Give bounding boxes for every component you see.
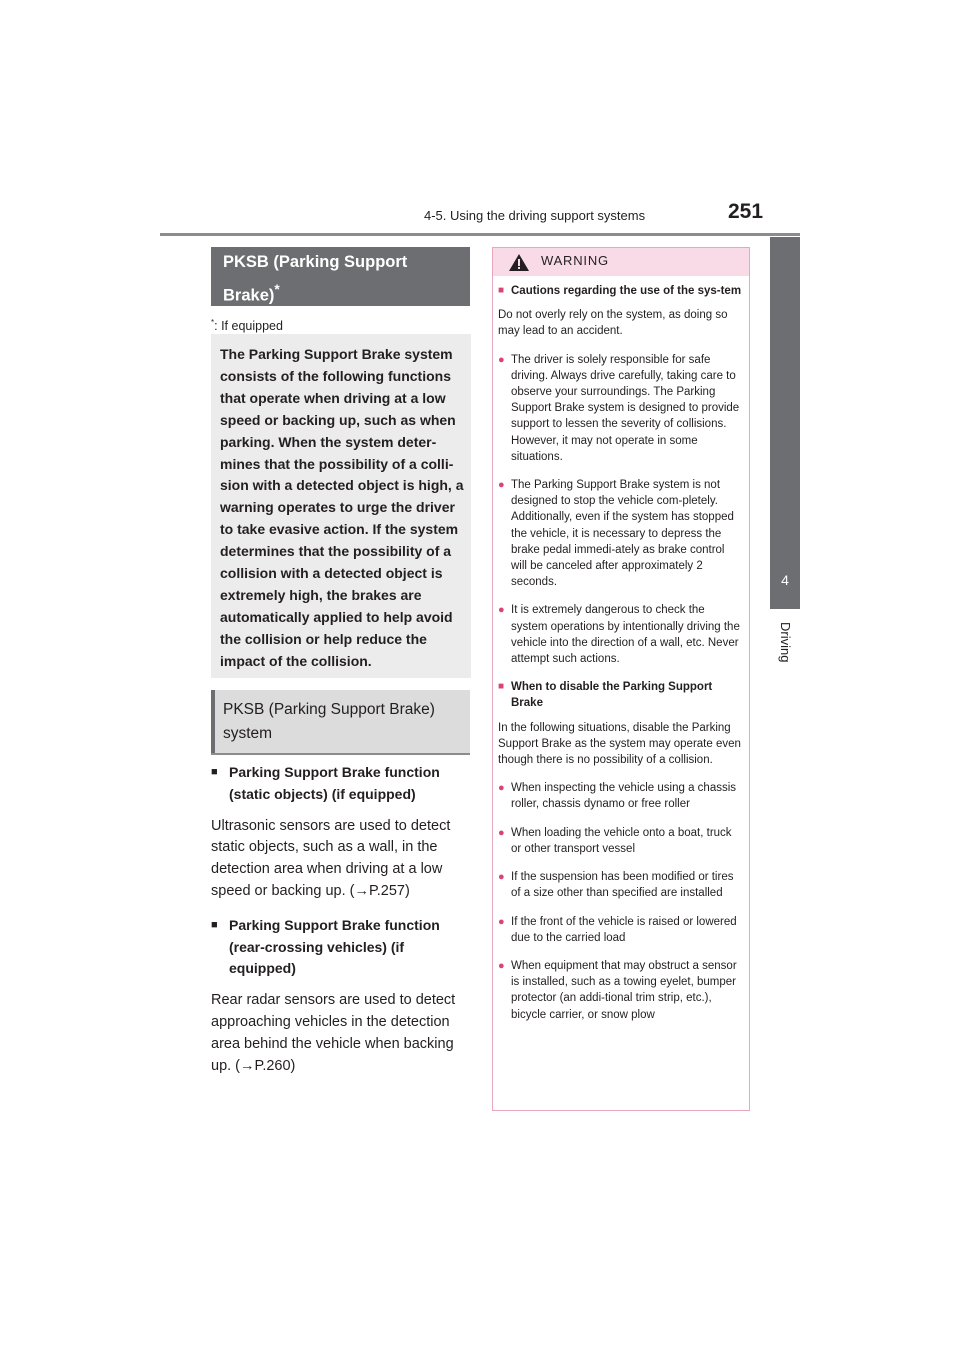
warning-bullet (498, 602, 743, 667)
warning-bullet-text: It is extremely dangerous to check the system operations by intentionally driving the vehicle into the direction of a wall, etc. Never attempt such actions. (511, 604, 740, 666)
pksb-title (223, 249, 463, 310)
item-heading (211, 762, 467, 806)
item-heading (211, 915, 467, 980)
warning-header (493, 248, 749, 276)
warning-intro: Do not overly rely on the system, as doing so may lead to an accident. (498, 309, 728, 338)
subsection-accent-bar (211, 690, 215, 753)
round-bullet-icon: ● (498, 479, 505, 492)
warning-bullet-text: When inspecting the vehicle using a chassis roller, chassis dynamo or free roller (511, 782, 737, 811)
round-bullet-icon: ● (498, 915, 505, 928)
chapter-label-text: Driving (778, 622, 793, 663)
warning-label: WARNING (541, 253, 609, 268)
warning-bullet-text: When loading the vehicle onto a boat, truck or other transport vessel (511, 826, 732, 855)
round-bullet-icon: ● (498, 604, 505, 617)
subsection-title-box (211, 690, 470, 755)
round-bullet-icon: ● (498, 871, 505, 884)
system-items (211, 762, 467, 1089)
square-bullet-icon: ■ (498, 681, 505, 693)
footnote-text: : If equipped (214, 319, 283, 334)
warning-heading (498, 283, 743, 299)
warning-content (498, 281, 743, 1035)
warning-bullet-text: When equipment that may obstruct a sensor is installed, such as a towing eyelet, bumper protector (an addi-tional trim strip, etc.), bicycle carrier, or snow plow (511, 959, 737, 1021)
warning-bullet (498, 477, 743, 590)
square-bullet-icon: ■ (498, 285, 505, 296)
page-number: 251 (728, 200, 764, 223)
warning-bullet-text: If the front of the vehicle is raised or lowered due to the carried load (511, 915, 737, 944)
warning-bullet-text: The Parking Support Brake system is not designed to stop the vehicle com-pletely. Additionally, even if the system has stopped the vehicle, it is necessary to depress the brake pedal immedi-ately as brake control will be canceled after approximately 2 seconds. (511, 479, 734, 589)
warning-heading-text: Cautions regarding the use of the sys-tem (511, 285, 742, 297)
item-heading-text: Parking Support Brake function (rear-crossing vehicles) (if equipped) (229, 916, 440, 977)
chapter-number: 4 (781, 572, 789, 588)
warning-intro: In the following situations, disable the Parking Support Brake as the system may operate even though there is no possibility of a collision. (498, 721, 741, 767)
item-heading-text: Parking Support Brake function (static objects) (if equipped) (229, 764, 440, 802)
header-rule (160, 233, 800, 236)
warning-bullet (498, 352, 743, 465)
warning-bullet-text: The driver is solely responsible for safe driving. Always drive carefully, taking care to observe your surroundings. The Parking Support Brake system is designed to provide support to lessen the severity of collisions. However, it may not operate in some situations. (511, 353, 740, 463)
footnote (211, 318, 283, 333)
section-title: 4-5. Using the driving support systems (424, 208, 646, 223)
round-bullet-icon: ● (498, 782, 505, 795)
pksb-title-box (211, 247, 470, 306)
intro-box (211, 334, 471, 678)
item-body: Rear radar sensors are used to detect approaching vehicles in the detection area behind the vehicle when backing up. (→P.260) (211, 992, 456, 1074)
chapter-side-tab (770, 237, 800, 609)
warning-bullet (498, 869, 743, 901)
round-bullet-icon: ● (498, 959, 505, 972)
warning-heading (498, 679, 743, 711)
round-bullet-icon: ● (498, 826, 505, 839)
warning-bullet (498, 780, 743, 812)
square-bullet-icon: ■ (211, 918, 218, 931)
warning-bullet (498, 825, 743, 857)
subsection-title: PKSB (Parking Support Brake) system (223, 701, 435, 742)
square-bullet-icon: ■ (211, 766, 218, 778)
chapter-label (770, 622, 800, 672)
intro-text: The Parking Support Brake system consists of the following functions that operate when driving at a low speed or backing up, such as when parking. When the system deter-mines that the possibility of a colli-sion with a detected object is high, a warning operates to urge the driver to take evasive action. If the system determines that the possibility of a collision with a detected object is extremely high, the brakes are automatically applied to help avoid the collision or help reduce the impact of the collision. (220, 346, 464, 669)
warning-triangle-icon (509, 254, 529, 271)
warning-box (492, 247, 750, 1111)
warning-bullet (498, 958, 743, 1023)
footnote-mark: * (211, 318, 215, 327)
item-body: Ultrasonic sensors are used to detect static objects, such as a wall, in the detection area when driving at a low speed or backing up. (→P.257) (211, 817, 451, 899)
warning-heading-text: When to disable the Parking Support Brake (511, 681, 713, 710)
pksb-title-mark: * (274, 282, 280, 297)
pksb-title-text: PKSB (Parking Support Brake) (223, 253, 408, 305)
round-bullet-icon: ● (498, 353, 505, 366)
warning-bullet (498, 914, 743, 946)
warning-bullet-text: If the suspension has been modified or tires of a size other than specified are installed (511, 871, 734, 900)
